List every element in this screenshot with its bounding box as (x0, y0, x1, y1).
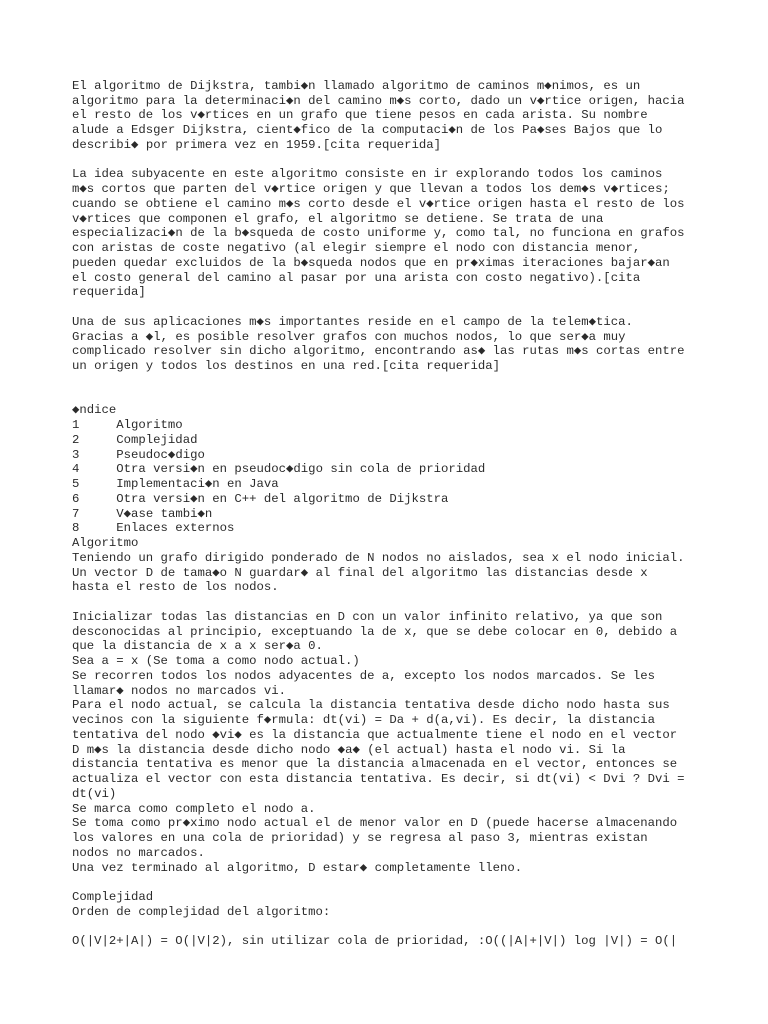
text-line: los valores en una cola de prioridad) y se regresa al paso 3, mientras existan (72, 831, 648, 845)
text-line: cuando se obtiene el camino m◆s corto desde el v◆rtice origen hasta el resto de los (72, 196, 685, 211)
blank-line (72, 64, 712, 79)
text-line: con aristas de coste negativo (al elegir siempre el nodo con distancia menor, (72, 241, 641, 255)
text-line: m◆s cortos que parten del v◆rtice origen y que llevan a todos los dem◆s v◆rtices; (72, 182, 670, 196)
text-line: 2 Complejidad (72, 432, 198, 447)
text-line: O(|V|2+|A|) = O(|V|2), sin utilizar cola de prioridad, :O((|A|+|V|) log |V|) = O(| (72, 934, 678, 949)
text-line: Complejidad (72, 890, 154, 904)
text-line: v◆rtices que componen el grafo, el algoritmo se detiene. Se trata de una (72, 211, 604, 226)
text-line: Orden de complejidad del algoritmo: (72, 904, 331, 919)
text-line: Algoritmo (72, 536, 139, 550)
text-line: actualiza el vector con esta distancia tentativa. Es decir, si dt(vi) < Dvi ? Dvi = (72, 772, 685, 786)
text-line: pueden quedar excluidos de la b◆squeda nodos que en pr◆ximas iteraciones bajar◆an (72, 255, 670, 270)
text-line: un origen y todos los destinos en una red.[cita requerida] (72, 359, 501, 373)
text-line: Una de sus aplicaciones m◆s importantes reside en el campo de la telem◆tica. (72, 314, 633, 329)
text-line: especializaci◆n de la b◆squeda de costo uniforme y, como tal, no funciona en grafos (72, 226, 685, 241)
text-line: Gracias a ◆l, es posible resolver grafos con muchos nodos, lo que ser◆a muy (72, 329, 626, 344)
blank-line (72, 920, 712, 935)
blank-line (72, 875, 712, 890)
text-line: Teniendo un grafo dirigido ponderado de N nodos no aislados, sea x el nodo inicial. (72, 550, 685, 565)
text-line: desconocidas al principio, exceptuando la de x, que se debe colocar en 0, debido a (72, 624, 678, 639)
text-line: Sea a = x (Se toma a como nodo actual.) (72, 654, 360, 668)
blank-line (72, 389, 712, 404)
text-line: alude a Edsger Dijkstra, cient◆fico de la computaci◆n de los Pa◆ses Bajos que lo (72, 123, 663, 137)
document-page (72, 64, 712, 949)
blank-line (72, 374, 712, 389)
text-line: Una vez terminado al algoritmo, D estar◆ completamente lleno. (72, 860, 523, 875)
text-line: que la distancia de x a x ser◆a 0. (72, 639, 323, 654)
text-line: requerida] (72, 285, 146, 300)
text-line: ◆ndice (72, 403, 117, 418)
text-line: algoritmo para la determinaci◆n del camino m◆s corto, dado un v◆rtice origen, hacia (72, 93, 685, 108)
blank-line (72, 595, 712, 610)
text-line: 8 Enlaces externos (72, 521, 235, 536)
text-line: 4 Otra versi◆n en pseudoc◆digo sin cola de prioridad (72, 462, 486, 477)
text-line: nodos no marcados. (72, 845, 205, 860)
text-line: 1 Algoritmo (72, 418, 183, 432)
text-line: Un vector D de tama◆o N guardar◆ al final del algoritmo las distancias desde x (72, 565, 648, 580)
text-line: hasta el resto de los nodos. (72, 580, 279, 595)
text-line: El algoritmo de Dijkstra, tambi◆n llamado algoritmo de caminos m◆nimos, es un (72, 78, 641, 93)
text-line: La idea subyacente en este algoritmo consiste en ir explorando todos los caminos (72, 167, 663, 182)
text-line: distancia tentativa es menor que la distancia almacenada en el vector, entonces se (72, 757, 678, 772)
text-line: Se recorren todos los nodos adyacentes de a, excepto los nodos marcados. Se les (72, 668, 655, 683)
blank-line (72, 300, 712, 315)
text-line: Inicializar todas las distancias en D con un valor infinito relativo, ya que son (72, 609, 663, 624)
text-line: tentativa del nodo ◆vi◆ es la distancia que actualmente tiene el nodo en el vector (72, 727, 678, 742)
text-line: complicado resolver sin dicho algoritmo, encontrando as◆ las rutas m◆s cortas entre (72, 344, 685, 359)
text-line: 5 Implementaci◆n en Java (72, 477, 279, 491)
text-line: llamar◆ nodos no marcados vi. (72, 683, 287, 698)
text-line: el resto de los v◆rtices en un grafo que tiene pesos en cada arista. Su nombre (72, 108, 648, 123)
blank-line (72, 153, 712, 168)
text-line: dt(vi) (72, 786, 117, 801)
text-line: D m◆s la distancia desde dicho nodo ◆a◆ (el actual) hasta el nodo vi. Si la (72, 742, 626, 757)
text-line: describi◆ por primera vez en 1959.[cita requerida] (72, 137, 441, 152)
text-line: vecinos con la siguiente f◆rmula: dt(vi) = Da + d(a,vi). Es decir, la distancia (72, 713, 655, 727)
text-line: Se marca como completo el nodo a. (72, 801, 316, 816)
text-line: el costo general del camino al pasar por una arista con costo negativo).[cita (72, 270, 641, 285)
text-line: Para el nodo actual, se calcula la distancia tentativa desde dicho nodo hasta sus (72, 698, 670, 713)
text-line: 7 V◆ase tambi◆n (72, 506, 213, 521)
text-line: 6 Otra versi◆n en C++ del algoritmo de Dijkstra (72, 491, 449, 506)
text-line: Se toma como pr◆ximo nodo actual el de menor valor en D (puede hacerse almacenando (72, 816, 678, 831)
text-line: 3 Pseudoc◆digo (72, 447, 205, 462)
